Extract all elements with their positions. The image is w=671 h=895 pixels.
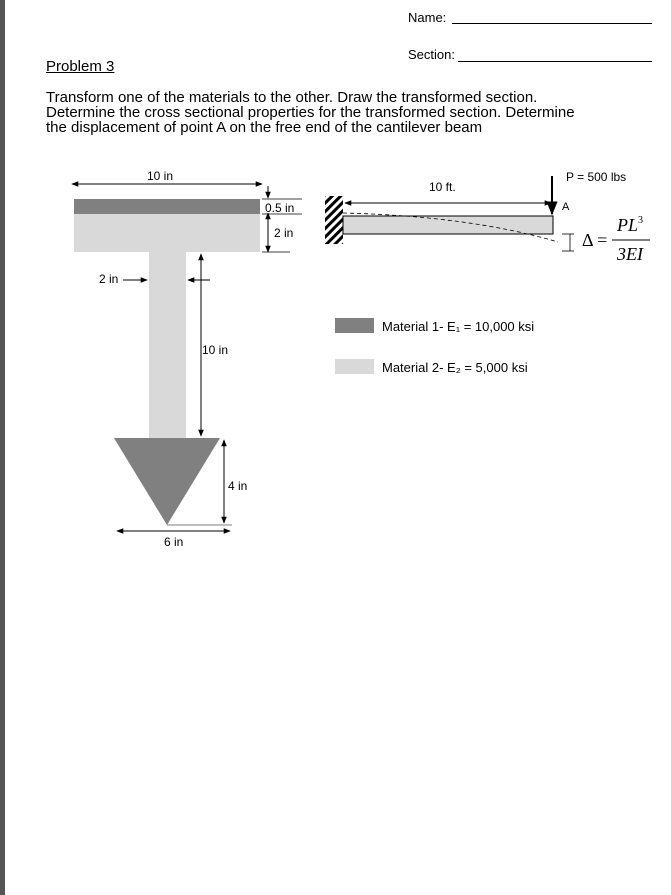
top-thickness-label: 0.5 in xyxy=(265,201,295,215)
fixed-support-hatch xyxy=(325,196,343,244)
flange-width-label: 10 in xyxy=(147,169,174,183)
flange-bottom-material-2 xyxy=(74,214,260,252)
material-1-label: Material 1- E₁ = 10,000 ksi xyxy=(382,319,535,334)
material-2-label: Material 2- E₂ = 5,000 ksi xyxy=(382,360,528,375)
problem-title: Problem 3 xyxy=(46,58,115,75)
web-material-2 xyxy=(149,252,186,438)
triangle-width-label: 6 in xyxy=(164,535,184,549)
load-label: P = 500 lbs xyxy=(566,170,627,184)
formula-numerator xyxy=(617,215,643,236)
flange-top-material-1 xyxy=(74,199,260,214)
triangle-material-1 xyxy=(114,438,220,525)
problem-line: Transform one of the materials to the other. Draw the transformed section. xyxy=(46,89,538,106)
cantilever-beam xyxy=(343,216,553,234)
section-label: Section: xyxy=(408,47,455,62)
formula-exponent: 3 xyxy=(638,215,644,226)
bottom-thickness-label: 2 in xyxy=(274,226,294,240)
problem-line: the displacement of point A on the free end of the cantilever beam xyxy=(46,119,483,136)
formula-denominator: 3EI xyxy=(617,244,643,264)
problem-line: Determine the cross sectional properties for the transformed section. Determine xyxy=(46,104,575,121)
material-2-swatch xyxy=(335,359,374,374)
name-label: Name: xyxy=(408,10,447,25)
material-1-swatch xyxy=(335,318,374,333)
web-width-label: 2 in xyxy=(99,272,119,286)
formula-lhs: Δ = xyxy=(582,230,608,250)
triangle-height-label: 4 in xyxy=(228,479,248,493)
beam-length-label: 10 ft. xyxy=(429,180,456,194)
formula-numerator-base: PL xyxy=(617,215,639,235)
point-a-label: A xyxy=(562,201,570,213)
web-height-label: 10 in xyxy=(202,343,229,357)
